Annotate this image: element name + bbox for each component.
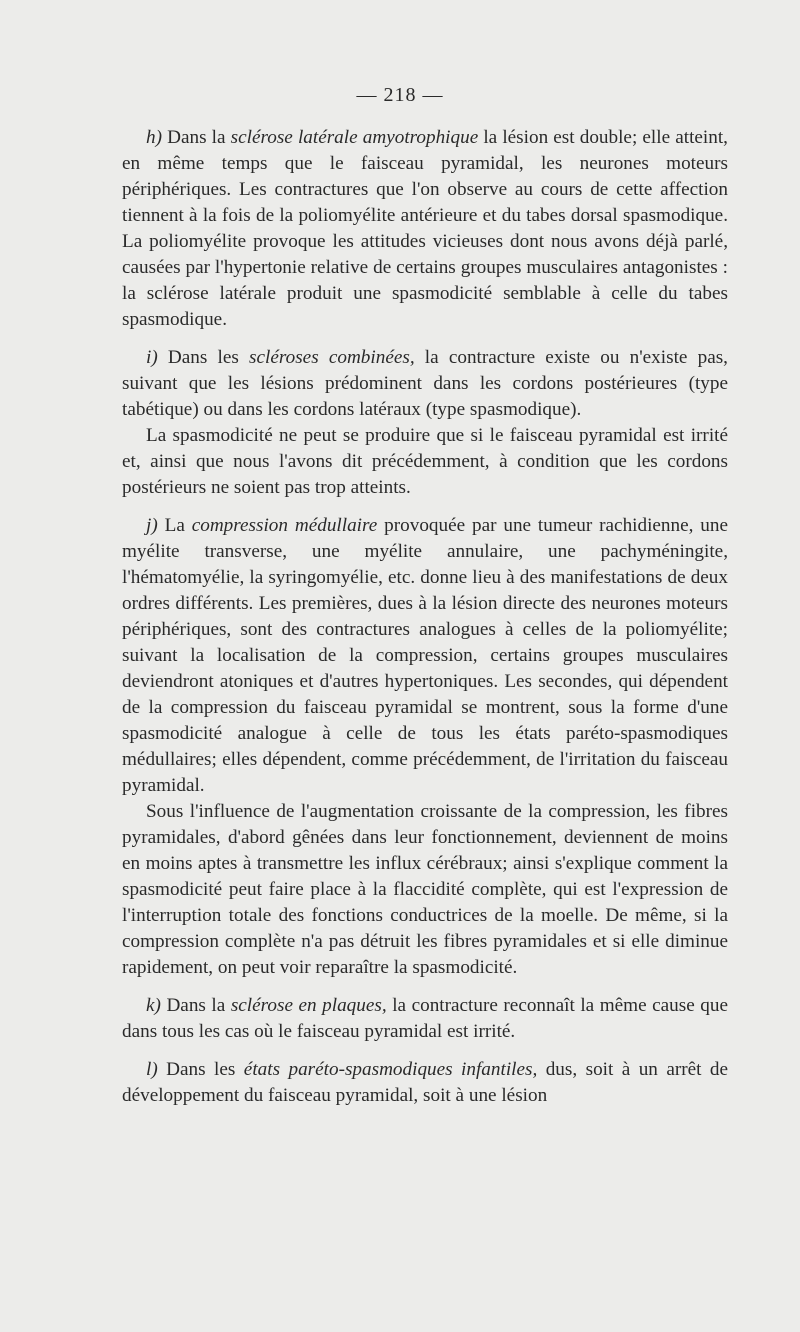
italic-term: états paréto-spasmodiques infantiles, (243, 1059, 538, 1080)
paragraph-j (122, 513, 728, 799)
paragraph-label: k) (146, 995, 161, 1016)
paragraph-spasmodicite: La spasmodicité ne peut se produire que si le faisceau pyramidal est irrité et, ainsi que nous l'avons dit précédemment, à condition que les cordons postérieurs ne soient pas trop atteints. (122, 425, 728, 498)
paragraph-label: i) (146, 347, 158, 368)
italic-term: compression médullaire (191, 515, 378, 536)
paragraph-label: j) (146, 515, 158, 536)
paragraph-k (122, 993, 728, 1045)
paragraph-label: l) (146, 1059, 158, 1080)
paragraph-influence: Sous l'influence de l'augmentation croissante de la compression, les fibres pyramidales, d'abord gênées dans leur fonctionnement, deviennent de moins en moins aptes à transmettre les influx cérébraux; ainsi s'explique comment la spasmodicité peut faire place à la flaccidité complète, qui est l'expression de l'interruption totale des fonctions conductrices de la moelle. De même, si la compression complète n'a pas détruit les fibres pyramidales et si elle diminue rapidement, on peut voir reparaître la spasmodicité. (122, 801, 728, 978)
paragraph-text: dus, soit à un arrêt de développement du faisceau pyramidal, soit à une lésion (122, 1059, 729, 1106)
page-number: — 218 — (356, 84, 444, 106)
italic-term: sclérose en plaques, (230, 995, 387, 1016)
paragraph-text: la lésion est double; elle atteint, en même temps que le faisceau pyramidal, les neurones moteurs périphériques. Les contractures que l'on observe au cours de cette affection tiennent à la fois de la poliomyélite antérieure et du tabes dorsal spasmodique. La poliomyélite provoque les attitudes vicieuses dont nous avons déjà parlé, causées par l'hypertonie relative de certains groupes musculaires antagonistes : la sclérose latérale produit une spasmodicité semblable à celle du tabes spasmodique. (122, 127, 728, 330)
paragraph-text: Dans la (161, 127, 231, 148)
paragraph-text: provoquée par une tumeur rachidienne, une myélite transverse, une myélite annulaire, une pachyméningite, l'hématomyélie, la syringomyélie, etc. donne lieu à des manifestations de deux ordres différents. Les premières, dues à la lésion directe des neurones moteurs périphériques, sont des contractures analogues à celles de la poliomyélite; suivant la localisation de la compression, certains groupes musculaires deviendront atoniques et d'autres hypertoniques. Les secondes, qui dépendent de la compression du faisceau pyramidal se montrent, sous la forme d'une spasmodicité analogue à celle de tous les états paréto-spasmodiques médullaires; elles dépendent, comme précédemment, de l'irritation du faisceau pyramidal. (122, 515, 728, 796)
body-text (122, 125, 728, 1109)
italic-term: scléroses combinées, (249, 347, 415, 368)
paragraph-text: Dans les (157, 347, 250, 368)
paragraph-h (122, 125, 728, 333)
paragraph-text: la contracture reconnaît la même cause que dans tous les cas où le faisceau pyramidal est irrité. (122, 995, 728, 1042)
paragraph-label: h) (146, 127, 162, 148)
paragraph-l (122, 1057, 728, 1109)
paragraph-text: Dans les (157, 1059, 244, 1080)
paragraph-text: la contracture existe ou n'existe pas, suivant que les lésions prédominent dans les cordons postérieures (type tabétique) ou dans les cordons latéraux (type spasmodique). (122, 347, 728, 420)
paragraph-text: Dans la (160, 995, 231, 1016)
italic-term: sclérose latérale amyotrophique (230, 127, 479, 148)
paragraph-text: La (157, 515, 192, 536)
paragraph-i (122, 345, 728, 423)
